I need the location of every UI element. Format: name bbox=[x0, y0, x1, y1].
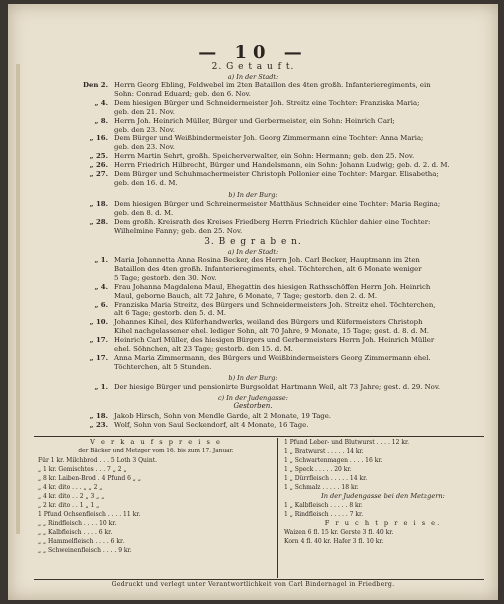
tariff-left-rows bbox=[38, 456, 274, 555]
register-entry bbox=[36, 421, 484, 430]
section-begraben-juden-heading: c) In der Judengasse: bbox=[218, 394, 288, 402]
column-divider bbox=[277, 438, 278, 578]
entry-text: Wolf, Sohn von Saul Seckendorf, alt 4 Monate, 16 Tage. bbox=[114, 420, 309, 429]
entry-text: 5 Tage; gestorb. den 30. Nov. bbox=[114, 273, 217, 282]
section-begraben-burg-heading: b) In der Burg: bbox=[228, 374, 278, 382]
price-row: „ „ Kalbfleisch . . . . 6 kr. bbox=[38, 529, 113, 536]
register-entry bbox=[36, 81, 484, 90]
entry-text: geb. den 16. d. M. bbox=[114, 178, 178, 187]
price-row: 1 „ Rindfleisch . . . . . 7 kr. bbox=[284, 511, 364, 518]
begraben-burg-list bbox=[36, 383, 484, 392]
page-number: — 10 — bbox=[198, 42, 308, 63]
register-entry bbox=[36, 200, 484, 209]
register-entry bbox=[36, 117, 484, 126]
tariff-right-rows bbox=[284, 438, 482, 492]
register-entry bbox=[36, 265, 484, 274]
section-getauft-title: 2. G e t a u f t. bbox=[211, 62, 295, 72]
entry-text: Herrn Georg Ebling, Feldwebel im 2ten Bataillon des 4ten großh. Infanterieregiments, ein bbox=[114, 81, 431, 89]
gestorben-label: Gestorben. bbox=[233, 402, 273, 410]
entry-date: „ 18. bbox=[89, 200, 108, 208]
entry-date: „ 1. bbox=[94, 256, 108, 264]
price-row: „ 8 kr. Laiben-Brod . 4 Pfund 6 „ „ bbox=[38, 475, 141, 482]
register-entry bbox=[36, 90, 484, 99]
entry-date: „ 17. bbox=[89, 336, 108, 345]
tariff-frucht-rows bbox=[284, 528, 482, 546]
entry-date: „ 27. bbox=[89, 170, 108, 179]
entry-text: Dem hiesigen Bürger und Schneidermeister Joh. Streitz eine Tochter: Franziska Maria; bbox=[114, 98, 420, 107]
divider-top bbox=[34, 436, 484, 437]
register-entry bbox=[36, 143, 484, 152]
grain-price-row: Waizen 6 fl. 15 kr. Gerste 3 fl. 40 kr. bbox=[284, 529, 394, 536]
price-row: „ „ Rindfleisch . . . . 10 kr. bbox=[38, 520, 117, 527]
binding-shadow bbox=[16, 64, 20, 534]
entry-date: „ 8. bbox=[94, 116, 108, 125]
entry-text: Wilhelmine Fanny; geb. den 25. Nov. bbox=[114, 226, 243, 235]
entry-text: Jakob Hirsch, Sohn von Mendle Garde, alt 2 Monate, 19 Tage. bbox=[114, 412, 331, 420]
entry-text: geb. den 21. Nov. bbox=[114, 107, 175, 116]
getauft-burg-list bbox=[36, 200, 484, 236]
register-entry bbox=[36, 227, 484, 236]
entry-date: „ 25. bbox=[89, 152, 108, 161]
register-entry bbox=[36, 274, 484, 283]
price-row: „ „ Schweinenfleisch . . . . 9 kr. bbox=[38, 547, 132, 554]
price-row: 1 „ Schwartenmagen . . . . 16 kr. bbox=[284, 457, 383, 464]
document-page bbox=[8, 4, 498, 600]
entry-text: Herrn Martin Sehrt, großh. Speicherverwalter, ein Sohn: Hermann; geb. den 25. Nov. bbox=[114, 152, 415, 161]
entry-text: Herrn Joh. Heinrich Müller, Bürger und Gerbermeister, ein Sohn: Heinrich Carl; bbox=[114, 116, 395, 125]
divider-bottom bbox=[34, 579, 484, 580]
entry-text: ehel. Söhnchen, alt 23 Tage; gestorb. den 15. d. M. bbox=[114, 345, 293, 354]
register-entry bbox=[36, 354, 484, 363]
price-row: 1 „ Schmalz . . . . . 18 kr. bbox=[284, 484, 359, 491]
register-entry bbox=[36, 309, 484, 318]
entry-date: „ 4. bbox=[94, 282, 108, 291]
register-entry bbox=[36, 327, 484, 336]
register-entry bbox=[36, 99, 484, 108]
entry-date: „ 28. bbox=[89, 217, 108, 226]
entry-date: „ 26. bbox=[89, 161, 108, 170]
entry-text: alt 6 Tage; gestorb. den 5. d. M. bbox=[114, 309, 226, 318]
tariff-left-column bbox=[38, 438, 274, 555]
price-row: „ 4 kr. dito . . . „ „ 2 „ bbox=[38, 484, 103, 491]
register-entry bbox=[36, 218, 484, 227]
entry-date: „ 4. bbox=[94, 98, 108, 107]
register-entry bbox=[36, 170, 484, 179]
tariff-title: V e r k a u f s p r e i s e bbox=[90, 438, 222, 446]
price-row: 1 „ Bratwurst . . . . . 14 kr. bbox=[284, 448, 364, 455]
begraben-juden-list bbox=[36, 412, 484, 430]
price-row: „ 1 kr. Gemischtes . . . 7 „ 2 „ bbox=[38, 466, 127, 473]
entry-text: Dem großh. Kreisrath des Kreises Friedberg Herrn Friedrich Küchler dahier eine Tochter: bbox=[114, 217, 431, 226]
entry-text: Bataillon des 4ten großh. Infanterieregiments, ehel. Töchterchen, alt 6 Monate weniger bbox=[114, 264, 422, 273]
entry-date: „ 23. bbox=[89, 420, 108, 429]
grain-price-row: Korn 4 fl. 40 kr. Hafer 3 fl. 10 kr. bbox=[284, 538, 384, 545]
entry-date: „ 1. bbox=[94, 383, 108, 391]
register-entry bbox=[36, 318, 484, 327]
imprint-footer: Gedruckt und verlegt unter Verantwortlichkeit von Carl Bindernagel in Friedberg. bbox=[111, 581, 395, 588]
entry-text: geb. den 23. Nov. bbox=[114, 125, 175, 134]
entry-text: Dem hiesigen Bürger und Schreinermeister Matthäus Schneider eine Tochter: Maria Regina; bbox=[114, 200, 441, 208]
register-entry bbox=[36, 108, 484, 117]
tariff-right-column bbox=[284, 438, 482, 546]
tariff-juden-rows bbox=[284, 501, 482, 519]
entry-text: Töchterchen, alt 5 Stunden. bbox=[114, 362, 212, 371]
entry-text: geb. den 23. Nov. bbox=[114, 143, 175, 152]
register-entry bbox=[36, 292, 484, 301]
begraben-stadt-list bbox=[36, 256, 484, 372]
entry-text: Maria Johannetta Anna Rosina Becker, des Herrn Joh. Carl Becker, Hauptmann im 2ten bbox=[114, 256, 420, 264]
entry-text: Dem Bürger und Schuhmachermeister Christoph Pollonier eine Tochter: Margar. Elisabetha; bbox=[114, 170, 439, 179]
section-getauft-burg-heading: b) In der Burg: bbox=[228, 191, 278, 199]
entry-text: Heinrich Carl Müller, des hiesigen Bürgers und Gerbermeisters Herrn Joh. Heinrich Müller bbox=[114, 336, 435, 345]
register-entry bbox=[36, 383, 484, 392]
price-row: „ 2 kr. dito . . 1 „ 1 „ bbox=[38, 502, 100, 509]
fruchtpreise-heading: F r u c h t p r e i s e. bbox=[324, 519, 442, 527]
price-row: Für 1 kr. Milchbrod . . . 5 Loth 3 Quint. bbox=[38, 457, 158, 464]
juden-metzger-heading: In der Judengasse bei den Metzgern: bbox=[321, 492, 445, 500]
register-entry bbox=[36, 179, 484, 188]
register-entry bbox=[36, 336, 484, 345]
entry-date: Den 2. bbox=[83, 81, 108, 89]
register-entry bbox=[36, 209, 484, 218]
register-entry bbox=[36, 301, 484, 310]
entry-text: Frau Johanna Magdalena Maul, Ehegattin des hiesigen Rathsschöffen Herrn Joh. Heinrich bbox=[114, 282, 431, 291]
price-row: 1 Pfund Ochsenfleisch . . . . 11 kr. bbox=[38, 511, 141, 518]
entry-text: Anna Maria Zimmermann, des Bürgers und Weißbindermeisters Georg Zimmermann ehel. bbox=[114, 353, 431, 362]
register-entry bbox=[36, 283, 484, 292]
entry-text: Sohn: Conrad Eduard; geb. den 6. Nov. bbox=[114, 89, 251, 98]
register-entry bbox=[36, 152, 484, 161]
entry-date: „ 10. bbox=[89, 318, 108, 327]
price-row: „ „ Hammelfleisch . . . . 6 kr. bbox=[38, 538, 125, 545]
price-row: „ 4 kr. dito . . 2 „ 3 „ „ bbox=[38, 493, 105, 500]
register-entry bbox=[36, 161, 484, 170]
register-entry bbox=[36, 134, 484, 143]
entry-text: Kihel nachgelassener ehel. lediger Sohn, alt 70 Jahre, 9 Monate, 15 Tage; gest. d. 8. d. M. bbox=[114, 327, 429, 336]
section-begraben-stadt-heading: a) In der Stadt: bbox=[227, 248, 279, 256]
register-entry bbox=[36, 256, 484, 265]
section-getauft-stadt-heading: a) In der Stadt: bbox=[227, 73, 279, 81]
entry-text: Herrn Friedrich Hilbrecht, Bürger und Handelsmann, ein Sohn: Johann Ludwig; geb. d. 2. d. M. bbox=[114, 161, 450, 170]
section-begraben-title: 3. B e g r a b e n. bbox=[204, 237, 302, 247]
price-row: 1 „ Speck . . . . . 20 kr. bbox=[284, 466, 352, 473]
register-entry bbox=[36, 345, 484, 354]
entry-date: „ 16. bbox=[89, 134, 108, 143]
tariff-subtitle: der Bäcker und Metzger vom 16. bis zum 17. Januar. bbox=[78, 448, 234, 454]
entry-text: Dem Bürger und Weißbindermeister Joh. Georg Zimmermann eine Tochter: Anna Maria; bbox=[114, 134, 424, 143]
register-entry bbox=[36, 363, 484, 372]
entry-text: Der hiesige Bürger und pensionirte Burgsoldat Hartmann Weil, alt 73 Jahre; gest. d. 29. Nov. bbox=[114, 383, 441, 391]
getauft-stadt-list bbox=[36, 81, 484, 188]
price-row: 1 „ Dürrfleisch . . . . . 14 kr. bbox=[284, 475, 368, 482]
entry-text: Johannes Kihel, des Küferhandwerks, weiland des Bürgers und Küfermeisters Christoph bbox=[114, 318, 423, 327]
price-row: 1 Pfund Leber- und Blutwurst . . . . 12 kr. bbox=[284, 439, 410, 446]
entry-date: „ 18. bbox=[89, 412, 108, 420]
entry-date: „ 6. bbox=[94, 300, 108, 309]
entry-text: Franziska Maria Streitz, des Bürgers und Schneidermeisters Joh. Streitz ehel. Töchterchen, bbox=[114, 300, 436, 309]
entry-date: „ 17. bbox=[89, 353, 108, 362]
entry-text: Maul, geborne Bauch, alt 72 Jahre, 6 Monate, 7 Tage; gestorb. den 2. d. M. bbox=[114, 291, 378, 300]
entry-text: geb. den 8. d. M. bbox=[114, 208, 174, 217]
register-entry bbox=[36, 126, 484, 135]
price-row: 1 „ Kalbfleisch . . . . . 8 kr. bbox=[284, 502, 363, 509]
register-entry bbox=[36, 412, 484, 421]
